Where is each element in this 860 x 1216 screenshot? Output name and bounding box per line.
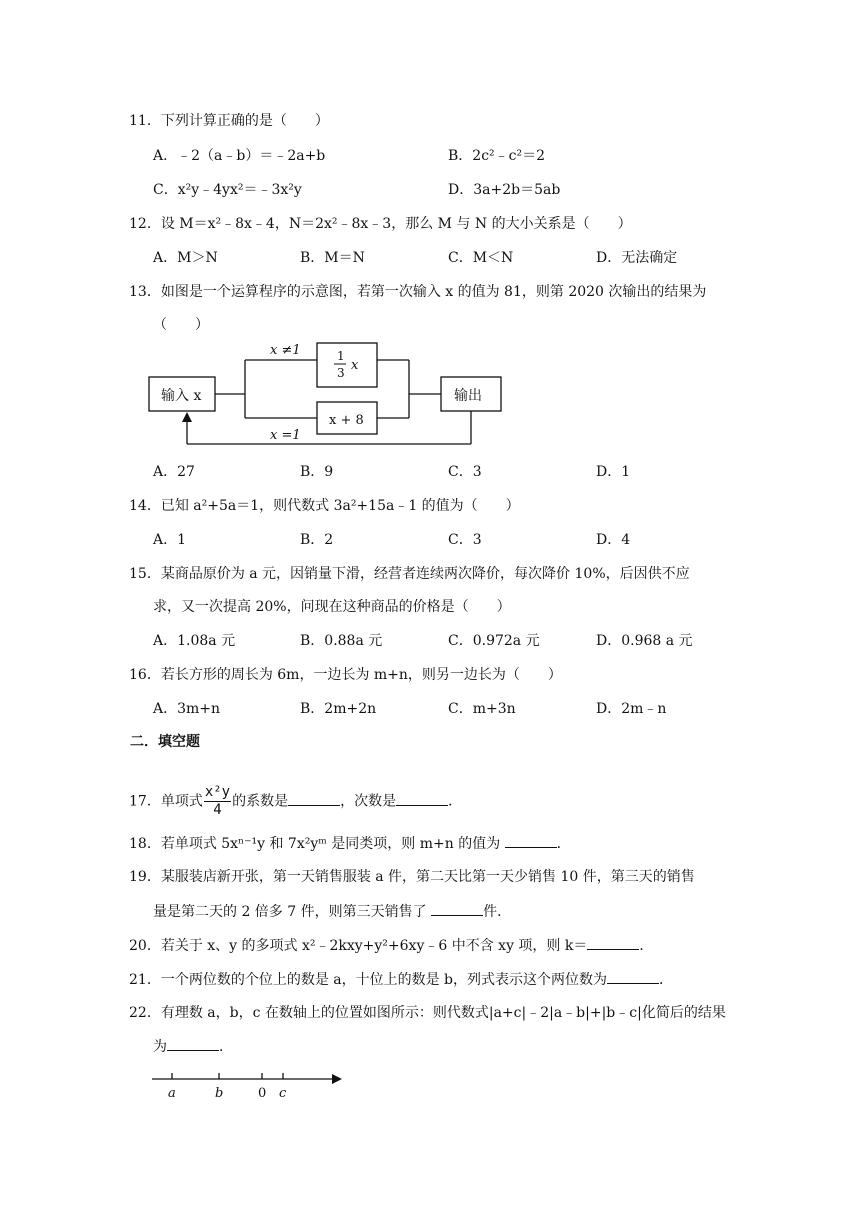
q14-stem: 14．已知 a²+5a＝1，则代数式 3a²+15a﹣1 的值为（ ） — [129, 498, 520, 514]
q21-blank[interactable] — [607, 969, 659, 984]
q18-blank[interactable] — [505, 833, 557, 848]
q15-option-c: C．0.972a 元 — [448, 633, 540, 649]
label-a: a — [168, 1086, 176, 1101]
q13-answer-paren: （ ） — [153, 317, 209, 333]
q13-option-c: C．3 — [448, 464, 482, 480]
number-line-arrowhead — [332, 1074, 342, 1084]
q15-stem-line2: 求，又一次提高 20%，问现在这种商品的价格是（ ） — [153, 599, 511, 615]
q17-fraction-denominator: 4 — [213, 802, 222, 818]
q17-fraction-numerator: x²y — [204, 784, 231, 800]
q19-line1: 19．某服装店新开张，第一天销售服装 a 件，第二天比第一天少销售 10 件，第三天的销售 — [129, 869, 695, 885]
label-b: b — [215, 1086, 224, 1101]
q19-end: 件． — [483, 904, 512, 920]
q13-option-a: A．27 — [153, 464, 195, 480]
q17-blank-degree[interactable] — [396, 791, 448, 806]
q12-option-a: A．M＞N — [153, 250, 218, 266]
q20-text: 20．若关于 x、y 的多项式 x²﹣2kxy+y²+6xy﹣6 中不含 xy 项，则 k＝ — [129, 938, 588, 954]
q18-line — [129, 833, 571, 854]
feedback-arrowhead — [182, 412, 192, 422]
section-heading-fill-in: 二．填空题 — [130, 734, 200, 750]
q21-line — [129, 969, 673, 990]
q20-blank[interactable] — [587, 935, 639, 950]
q15-option-b: B．0.88a 元 — [300, 633, 383, 649]
q17-end: ． — [448, 793, 463, 810]
op-top-numerator: 1 — [337, 349, 345, 363]
q19-blank[interactable] — [431, 901, 483, 916]
q21-text: 21．一个两位数的个位上的数是 a，十位上的数是 b，列式表示这个两位数为 — [129, 972, 608, 988]
q11-option-c: C．x²y﹣4yx²＝﹣3x²y — [153, 182, 302, 198]
q17-prefix: 17．单项式 — [129, 793, 203, 810]
op-top-box — [317, 343, 377, 387]
q14-option-d: D．4 — [596, 532, 631, 548]
q22-text: 为 — [153, 1039, 167, 1055]
cond-one: x =1 — [270, 428, 301, 443]
q14-option-a: A．1 — [153, 532, 187, 548]
q16-option-d: D．2m﹣n — [596, 701, 667, 717]
q17-fraction — [204, 784, 231, 819]
q13-stem: 13．如图是一个运算程序的示意图，若第一次输入 x 的值为 81，则第 2020 次输出的结果为 — [129, 284, 707, 300]
q12-option-c: C．M＜N — [448, 250, 514, 266]
op-bottom-expr: x + 8 — [329, 413, 364, 428]
q22-line1: 22．有理数 a，b，c 在数轴上的位置如图所示：则代数式|a+c|﹣2|a﹣b|+|b﹣c|化简后的结果 — [129, 1005, 726, 1021]
q17-middle2: ，次数是 — [340, 793, 397, 810]
q19-line2 — [153, 901, 511, 922]
q20-line — [129, 935, 653, 956]
q17-blank-coefficient[interactable] — [288, 791, 340, 806]
label-c: c — [279, 1086, 287, 1101]
q16-option-b: B．2m+2n — [300, 701, 377, 717]
flow-input-label: 输入 x — [161, 388, 202, 404]
q22-line2 — [153, 1036, 233, 1057]
q12-stem: 12．设 M＝x²﹣8x﹣4，N＝2x²﹣8x﹣3，那么 M 与 N 的大小关系是（ ） — [129, 216, 632, 232]
q22-blank[interactable] — [167, 1036, 219, 1051]
q17-line — [129, 784, 462, 819]
op-top-variable: x — [351, 358, 359, 373]
q16-option-c: C．m+3n — [448, 701, 516, 717]
q16-option-a: A．3m+n — [153, 701, 221, 717]
q16-stem: 16．若长方形的周长为 6m，一边长为 m+n，则另一边长为（ ） — [129, 667, 562, 683]
q11-option-b: B．2c²﹣c²＝2 — [448, 148, 546, 164]
q11-stem: 11．下列计算正确的是（ ） — [129, 113, 329, 129]
q19-text: 量是第二天的 2 倍多 7 件，则第三天销售了 — [153, 904, 432, 920]
label-zero: 0 — [258, 1086, 267, 1101]
flow-output-label: 输出 — [454, 388, 482, 404]
q18-end: ． — [556, 836, 571, 852]
q22-end: ． — [219, 1039, 233, 1055]
q15-option-a: A．1.08a 元 — [153, 633, 236, 649]
q14-option-b: B．2 — [300, 532, 334, 548]
q11-option-a: A．﹣2（a﹣b）＝﹣2a+b — [153, 148, 326, 164]
q13-option-b: B．9 — [300, 464, 334, 480]
q17-middle: 的系数是 — [232, 793, 289, 810]
q21-end: ． — [659, 972, 674, 988]
q20-end: ． — [639, 938, 654, 954]
q13-option-d: D．1 — [596, 464, 631, 480]
cond-not-one: x ≠1 — [270, 343, 301, 358]
flow-diagram — [145, 338, 510, 452]
number-line — [148, 1068, 348, 1104]
q15-stem-line1: 15．某商品原价为 a 元，因销量下滑，经营者连续两次降价，每次降价 10%，后因供不应 — [129, 566, 690, 582]
q12-option-b: B．M＝N — [300, 250, 365, 266]
q18-text: 18．若单项式 5xⁿ⁻¹y 和 7x²yᵐ 是同类项，则 m+n 的值为 — [129, 836, 505, 852]
q11-option-d: D．3a+2b＝5ab — [448, 182, 561, 198]
op-top-denominator: 3 — [337, 366, 345, 380]
q14-option-c: C．3 — [448, 532, 482, 548]
q12-option-d: D．无法确定 — [596, 250, 678, 266]
q15-option-d: D．0.968 a 元 — [596, 633, 693, 649]
